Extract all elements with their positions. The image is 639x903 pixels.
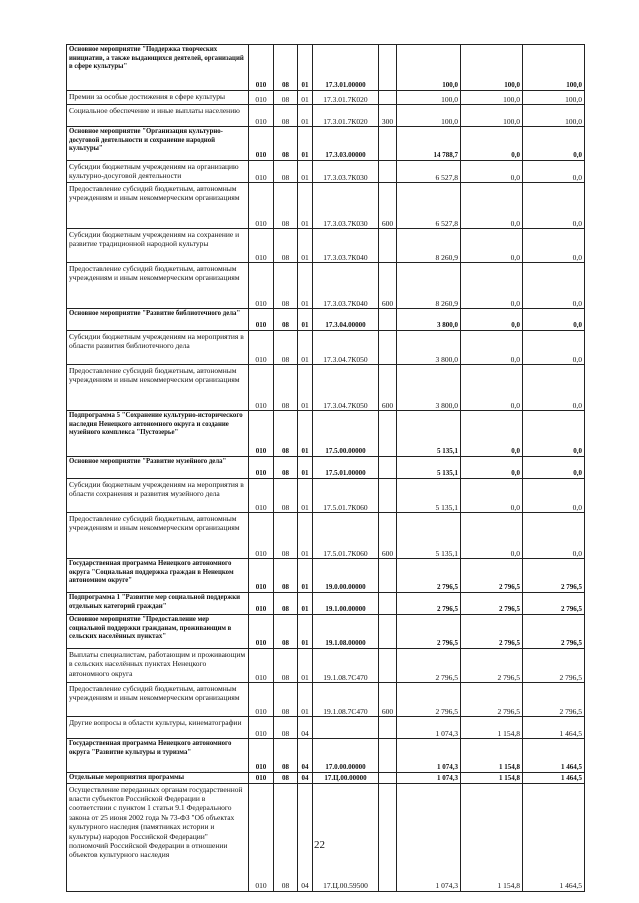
table-row bbox=[67, 183, 585, 229]
row-description: Субсидии бюджетным учреждениям на мероприятия в области сохранения и развития музейного дела bbox=[67, 479, 249, 513]
expense-type-cell bbox=[379, 649, 397, 683]
table-row bbox=[67, 263, 585, 309]
amount-year3-cell: 100,0 bbox=[523, 45, 585, 91]
amount-year3-cell: 1 464,5 bbox=[523, 739, 585, 773]
table-row bbox=[67, 615, 585, 649]
expense-type-cell bbox=[379, 91, 397, 105]
ministry-code-cell: 010 bbox=[249, 229, 274, 263]
target-article-cell: 17.3.03.7К030 bbox=[313, 161, 379, 183]
expense-type-cell bbox=[379, 773, 397, 784]
table-row bbox=[67, 411, 585, 457]
ministry-code-cell: 010 bbox=[249, 559, 274, 593]
ministry-code-cell: 010 bbox=[249, 183, 274, 229]
row-description: Государственная программа Ненецкого автономного округа "Развитие культуры и туризма" bbox=[67, 739, 249, 773]
amount-year2-cell: 0,0 bbox=[461, 127, 523, 161]
amount-year1-cell: 8 260,9 bbox=[397, 263, 461, 309]
target-article-cell: 19.0.00.00000 bbox=[313, 559, 379, 593]
amount-year3-cell: 0,0 bbox=[523, 309, 585, 331]
expense-type-cell bbox=[379, 457, 397, 479]
section-code-cell: 08 bbox=[274, 161, 298, 183]
table-row bbox=[67, 649, 585, 683]
section-code-cell: 08 bbox=[274, 309, 298, 331]
expense-type-cell bbox=[379, 229, 397, 263]
amount-year3-cell: 100,0 bbox=[523, 105, 585, 127]
row-description: Основное мероприятие "Развитие библиотечного дела" bbox=[67, 309, 249, 331]
ministry-code-cell: 010 bbox=[249, 91, 274, 105]
row-description: Субсидии бюджетным учреждениям на сохранение и развитие традиционной народной культуры bbox=[67, 229, 249, 263]
amount-year2-cell: 1 154,8 bbox=[461, 739, 523, 773]
amount-year2-cell: 100,0 bbox=[461, 45, 523, 91]
ministry-code-cell: 010 bbox=[249, 127, 274, 161]
expense-type-cell bbox=[379, 783, 397, 891]
amount-year3-cell: 0,0 bbox=[523, 229, 585, 263]
amount-year3-cell: 2 796,5 bbox=[523, 593, 585, 615]
subsection-code-cell: 01 bbox=[298, 331, 313, 365]
expense-type-cell bbox=[379, 593, 397, 615]
ministry-code-cell: 010 bbox=[249, 309, 274, 331]
ministry-code-cell: 010 bbox=[249, 161, 274, 183]
subsection-code-cell: 01 bbox=[298, 411, 313, 457]
section-code-cell: 08 bbox=[274, 717, 298, 739]
expense-type-cell bbox=[379, 411, 397, 457]
subsection-code-cell: 01 bbox=[298, 615, 313, 649]
ministry-code-cell: 010 bbox=[249, 615, 274, 649]
subsection-code-cell: 01 bbox=[298, 45, 313, 91]
table-row bbox=[67, 229, 585, 263]
row-description: Основное мероприятие "Поддержка творческих инициатив, а также выдающихся деятелей, организаций в сфере культуры" bbox=[67, 45, 249, 91]
subsection-code-cell: 01 bbox=[298, 649, 313, 683]
amount-year1-cell: 5 135,1 bbox=[397, 457, 461, 479]
expense-type-cell bbox=[379, 309, 397, 331]
subsection-code-cell: 01 bbox=[298, 309, 313, 331]
amount-year3-cell: 0,0 bbox=[523, 161, 585, 183]
subsection-code-cell: 04 bbox=[298, 739, 313, 773]
amount-year2-cell: 0,0 bbox=[461, 331, 523, 365]
section-code-cell: 08 bbox=[274, 649, 298, 683]
amount-year1-cell: 2 796,5 bbox=[397, 559, 461, 593]
amount-year2-cell: 100,0 bbox=[461, 91, 523, 105]
section-code-cell: 08 bbox=[274, 183, 298, 229]
section-code-cell: 08 bbox=[274, 105, 298, 127]
amount-year2-cell: 2 796,5 bbox=[461, 683, 523, 717]
row-description: Осуществление переданных органам государственной власти субъектов Российской Федерации в соответствии с пунктом 1 статьи 9.1 Федерального закона от 25 июня 2002 года № 73-ФЗ "Об объектах культурного наследия (памятниках истории и культуры) народов Российской Федерации" полномочий Российской Федерации в отношении объектов культурного наследия bbox=[67, 783, 249, 891]
row-description: Предоставление субсидий бюджетным, автономным учреждениям и иным некоммерческим организациям bbox=[67, 263, 249, 309]
amount-year2-cell: 0,0 bbox=[461, 457, 523, 479]
ministry-code-cell: 010 bbox=[249, 331, 274, 365]
amount-year1-cell: 1 074,3 bbox=[397, 717, 461, 739]
target-article-cell: 17.Ц.00.59500 bbox=[313, 783, 379, 891]
amount-year2-cell: 0,0 bbox=[461, 229, 523, 263]
target-article-cell: 17.3.01.7К020 bbox=[313, 105, 379, 127]
amount-year3-cell: 1 464,5 bbox=[523, 783, 585, 891]
section-code-cell: 08 bbox=[274, 91, 298, 105]
target-article-cell: 17.3.04.7К050 bbox=[313, 365, 379, 411]
amount-year2-cell: 0,0 bbox=[461, 309, 523, 331]
target-article-cell: 17.3.04.00000 bbox=[313, 309, 379, 331]
section-code-cell: 08 bbox=[274, 229, 298, 263]
row-description: Основное мероприятие "Предоставление мер социальной поддержки гражданам, проживающим в сельских населённых пунктах" bbox=[67, 615, 249, 649]
amount-year3-cell: 0,0 bbox=[523, 411, 585, 457]
ministry-code-cell: 010 bbox=[249, 263, 274, 309]
amount-year2-cell: 2 796,5 bbox=[461, 559, 523, 593]
subsection-code-cell: 01 bbox=[298, 161, 313, 183]
amount-year3-cell: 0,0 bbox=[523, 263, 585, 309]
subsection-code-cell: 04 bbox=[298, 773, 313, 784]
table-row bbox=[67, 593, 585, 615]
amount-year2-cell: 0,0 bbox=[461, 411, 523, 457]
amount-year2-cell: 1 154,8 bbox=[461, 773, 523, 784]
subsection-code-cell: 01 bbox=[298, 183, 313, 229]
amount-year3-cell: 0,0 bbox=[523, 183, 585, 229]
amount-year2-cell: 1 154,8 bbox=[461, 717, 523, 739]
amount-year1-cell: 2 796,5 bbox=[397, 683, 461, 717]
ministry-code-cell: 010 bbox=[249, 739, 274, 773]
expense-type-cell bbox=[379, 559, 397, 593]
table-row bbox=[67, 559, 585, 593]
table-row bbox=[67, 365, 585, 411]
amount-year1-cell: 2 796,5 bbox=[397, 593, 461, 615]
amount-year2-cell: 0,0 bbox=[461, 263, 523, 309]
amount-year2-cell: 2 796,5 bbox=[461, 649, 523, 683]
amount-year2-cell: 0,0 bbox=[461, 365, 523, 411]
subsection-code-cell: 04 bbox=[298, 783, 313, 891]
amount-year2-cell: 2 796,5 bbox=[461, 593, 523, 615]
section-code-cell: 08 bbox=[274, 773, 298, 784]
amount-year1-cell: 3 800,0 bbox=[397, 331, 461, 365]
amount-year1-cell: 5 135,1 bbox=[397, 411, 461, 457]
subsection-code-cell: 01 bbox=[298, 229, 313, 263]
expense-type-cell bbox=[379, 479, 397, 513]
section-code-cell: 08 bbox=[274, 559, 298, 593]
amount-year1-cell: 3 800,0 bbox=[397, 365, 461, 411]
page-number: 22 bbox=[314, 839, 325, 851]
section-code-cell: 08 bbox=[274, 45, 298, 91]
expense-type-cell: 600 bbox=[379, 513, 397, 559]
amount-year2-cell: 0,0 bbox=[461, 513, 523, 559]
table-row bbox=[67, 783, 585, 891]
expense-type-cell bbox=[379, 739, 397, 773]
target-article-cell: 17.3.01.00000 bbox=[313, 45, 379, 91]
target-article-cell: 19.1.08.7С470 bbox=[313, 683, 379, 717]
amount-year3-cell: 2 796,5 bbox=[523, 683, 585, 717]
amount-year3-cell: 0,0 bbox=[523, 457, 585, 479]
expense-type-cell bbox=[379, 45, 397, 91]
ministry-code-cell: 010 bbox=[249, 105, 274, 127]
target-article-cell: 17.3.03.7К040 bbox=[313, 263, 379, 309]
amount-year3-cell: 0,0 bbox=[523, 365, 585, 411]
subsection-code-cell: 01 bbox=[298, 365, 313, 411]
target-article-cell: 17.0.00.00000 bbox=[313, 739, 379, 773]
target-article-cell: 17.5.01.00000 bbox=[313, 457, 379, 479]
section-code-cell: 08 bbox=[274, 513, 298, 559]
table-row bbox=[67, 105, 585, 127]
table-row bbox=[67, 331, 585, 365]
subsection-code-cell: 01 bbox=[298, 457, 313, 479]
table-row bbox=[67, 457, 585, 479]
ministry-code-cell: 010 bbox=[249, 479, 274, 513]
amount-year3-cell: 2 796,5 bbox=[523, 615, 585, 649]
ministry-code-cell: 010 bbox=[249, 45, 274, 91]
subsection-code-cell: 01 bbox=[298, 513, 313, 559]
ministry-code-cell: 010 bbox=[249, 683, 274, 717]
section-code-cell: 08 bbox=[274, 411, 298, 457]
table-row bbox=[67, 717, 585, 739]
table-row bbox=[67, 91, 585, 105]
ministry-code-cell: 010 bbox=[249, 411, 274, 457]
row-description: Премии за особые достижения в сфере культуры bbox=[67, 91, 249, 105]
row-description: Предоставление субсидий бюджетным, автономным учреждениям и иным некоммерческим организациям bbox=[67, 365, 249, 411]
row-description: Субсидии бюджетным учреждениям на организацию культурно-досуговой деятельности bbox=[67, 161, 249, 183]
amount-year2-cell: 0,0 bbox=[461, 183, 523, 229]
subsection-code-cell: 04 bbox=[298, 717, 313, 739]
expense-type-cell: 300 bbox=[379, 105, 397, 127]
amount-year1-cell: 8 260,9 bbox=[397, 229, 461, 263]
ministry-code-cell: 010 bbox=[249, 365, 274, 411]
target-article-cell bbox=[313, 717, 379, 739]
ministry-code-cell: 010 bbox=[249, 783, 274, 891]
table-row bbox=[67, 45, 585, 91]
row-description: Основное мероприятие "Развитие музейного дела" bbox=[67, 457, 249, 479]
ministry-code-cell: 010 bbox=[249, 717, 274, 739]
ministry-code-cell: 010 bbox=[249, 513, 274, 559]
row-description: Выплаты специалистам, работающим и проживающим в сельских населённых пунктах Ненецкого автономного округа bbox=[67, 649, 249, 683]
target-article-cell: 17.3.03.7К030 bbox=[313, 183, 379, 229]
table-row bbox=[67, 773, 585, 784]
target-article-cell: 19.1.08.7С470 bbox=[313, 649, 379, 683]
subsection-code-cell: 01 bbox=[298, 593, 313, 615]
section-code-cell: 08 bbox=[274, 739, 298, 773]
row-description: Социальное обеспечение и иные выплаты населению bbox=[67, 105, 249, 127]
amount-year2-cell: 0,0 bbox=[461, 161, 523, 183]
row-description: Другие вопросы в области культуры, кинематографии bbox=[67, 717, 249, 739]
amount-year1-cell: 1 074,3 bbox=[397, 783, 461, 891]
target-article-cell: 19.1.08.00000 bbox=[313, 615, 379, 649]
subsection-code-cell: 01 bbox=[298, 559, 313, 593]
table-row bbox=[67, 513, 585, 559]
expense-type-cell bbox=[379, 717, 397, 739]
target-article-cell: 17.5.00.00000 bbox=[313, 411, 379, 457]
expense-type-cell: 600 bbox=[379, 683, 397, 717]
amount-year3-cell: 0,0 bbox=[523, 331, 585, 365]
row-description: Предоставление субсидий бюджетным, автономным учреждениям и иным некоммерческим организациям bbox=[67, 183, 249, 229]
section-code-cell: 08 bbox=[274, 263, 298, 309]
amount-year1-cell: 100,0 bbox=[397, 91, 461, 105]
expense-type-cell: 600 bbox=[379, 183, 397, 229]
amount-year3-cell: 1 464,5 bbox=[523, 717, 585, 739]
table-row bbox=[67, 479, 585, 513]
amount-year1-cell: 1 074,3 bbox=[397, 773, 461, 784]
amount-year3-cell: 2 796,5 bbox=[523, 649, 585, 683]
table-row bbox=[67, 683, 585, 717]
amount-year3-cell: 100,0 bbox=[523, 91, 585, 105]
ministry-code-cell: 010 bbox=[249, 649, 274, 683]
section-code-cell: 08 bbox=[274, 365, 298, 411]
amount-year1-cell: 5 135,1 bbox=[397, 513, 461, 559]
amount-year1-cell: 5 135,1 bbox=[397, 479, 461, 513]
row-description: Подпрограмма 1 "Развитие мер социальной поддержки отдельных категорий граждан" bbox=[67, 593, 249, 615]
expense-type-cell: 600 bbox=[379, 365, 397, 411]
amount-year3-cell: 0,0 bbox=[523, 479, 585, 513]
amount-year3-cell: 0,0 bbox=[523, 513, 585, 559]
budget-table bbox=[66, 44, 585, 892]
expense-type-cell bbox=[379, 161, 397, 183]
row-description: Подпрограмма 5 "Сохранение культурно-исторического наследия Ненецкого автономного округа и создание музейного комплекса "Пустозерье" bbox=[67, 411, 249, 457]
amount-year1-cell: 2 796,5 bbox=[397, 615, 461, 649]
target-article-cell: 17.5.01.7К060 bbox=[313, 479, 379, 513]
target-article-cell: 17.3.03.00000 bbox=[313, 127, 379, 161]
row-description: Предоставление субсидий бюджетным, автономным учреждениям и иным некоммерческим организациям bbox=[67, 683, 249, 717]
subsection-code-cell: 01 bbox=[298, 127, 313, 161]
target-article-cell: 17.3.04.7К050 bbox=[313, 331, 379, 365]
amount-year2-cell: 100,0 bbox=[461, 105, 523, 127]
table-row bbox=[67, 161, 585, 183]
section-code-cell: 08 bbox=[274, 783, 298, 891]
subsection-code-cell: 01 bbox=[298, 91, 313, 105]
section-code-cell: 08 bbox=[274, 457, 298, 479]
row-description: Субсидии бюджетным учреждениям на мероприятия в области развития библиотечного дела bbox=[67, 331, 249, 365]
section-code-cell: 08 bbox=[274, 127, 298, 161]
row-description: Предоставление субсидий бюджетным, автономным учреждениям и иным некоммерческим организациям bbox=[67, 513, 249, 559]
table-row bbox=[67, 739, 585, 773]
row-description: Основное мероприятие "Организация культурно-досуговой деятельности и сохранение народной культуры" bbox=[67, 127, 249, 161]
ministry-code-cell: 010 bbox=[249, 593, 274, 615]
row-description: Отдельные мероприятия программы bbox=[67, 773, 249, 784]
amount-year2-cell: 0,0 bbox=[461, 479, 523, 513]
expense-type-cell bbox=[379, 127, 397, 161]
section-code-cell: 08 bbox=[274, 615, 298, 649]
amount-year1-cell: 6 527,8 bbox=[397, 183, 461, 229]
amount-year1-cell: 1 074,3 bbox=[397, 739, 461, 773]
target-article-cell: 17.3.03.7К040 bbox=[313, 229, 379, 263]
amount-year3-cell: 2 796,5 bbox=[523, 559, 585, 593]
amount-year1-cell: 3 800,0 bbox=[397, 309, 461, 331]
expense-type-cell: 600 bbox=[379, 263, 397, 309]
amount-year2-cell: 2 796,5 bbox=[461, 615, 523, 649]
row-description: Государственная программа Ненецкого автономного округа "Социальная поддержка граждан в Ненецком автономном округе" bbox=[67, 559, 249, 593]
subsection-code-cell: 01 bbox=[298, 105, 313, 127]
target-article-cell: 17.Ц.00.00000 bbox=[313, 773, 379, 784]
target-article-cell: 19.1.00.00000 bbox=[313, 593, 379, 615]
ministry-code-cell: 010 bbox=[249, 457, 274, 479]
expense-type-cell bbox=[379, 331, 397, 365]
subsection-code-cell: 01 bbox=[298, 479, 313, 513]
amount-year1-cell: 100,0 bbox=[397, 45, 461, 91]
section-code-cell: 08 bbox=[274, 683, 298, 717]
subsection-code-cell: 01 bbox=[298, 263, 313, 309]
section-code-cell: 08 bbox=[274, 331, 298, 365]
subsection-code-cell: 01 bbox=[298, 683, 313, 717]
target-article-cell: 17.5.01.7К060 bbox=[313, 513, 379, 559]
section-code-cell: 08 bbox=[274, 479, 298, 513]
amount-year1-cell: 6 527,8 bbox=[397, 161, 461, 183]
target-article-cell: 17.3.01.7К020 bbox=[313, 91, 379, 105]
ministry-code-cell: 010 bbox=[249, 773, 274, 784]
expense-type-cell bbox=[379, 615, 397, 649]
amount-year2-cell: 1 154,8 bbox=[461, 783, 523, 891]
table-row bbox=[67, 127, 585, 161]
amount-year1-cell: 14 788,7 bbox=[397, 127, 461, 161]
amount-year3-cell: 1 464,5 bbox=[523, 773, 585, 784]
table-row bbox=[67, 309, 585, 331]
amount-year3-cell: 0,0 bbox=[523, 127, 585, 161]
section-code-cell: 08 bbox=[274, 593, 298, 615]
amount-year1-cell: 100,0 bbox=[397, 105, 461, 127]
amount-year1-cell: 2 796,5 bbox=[397, 649, 461, 683]
